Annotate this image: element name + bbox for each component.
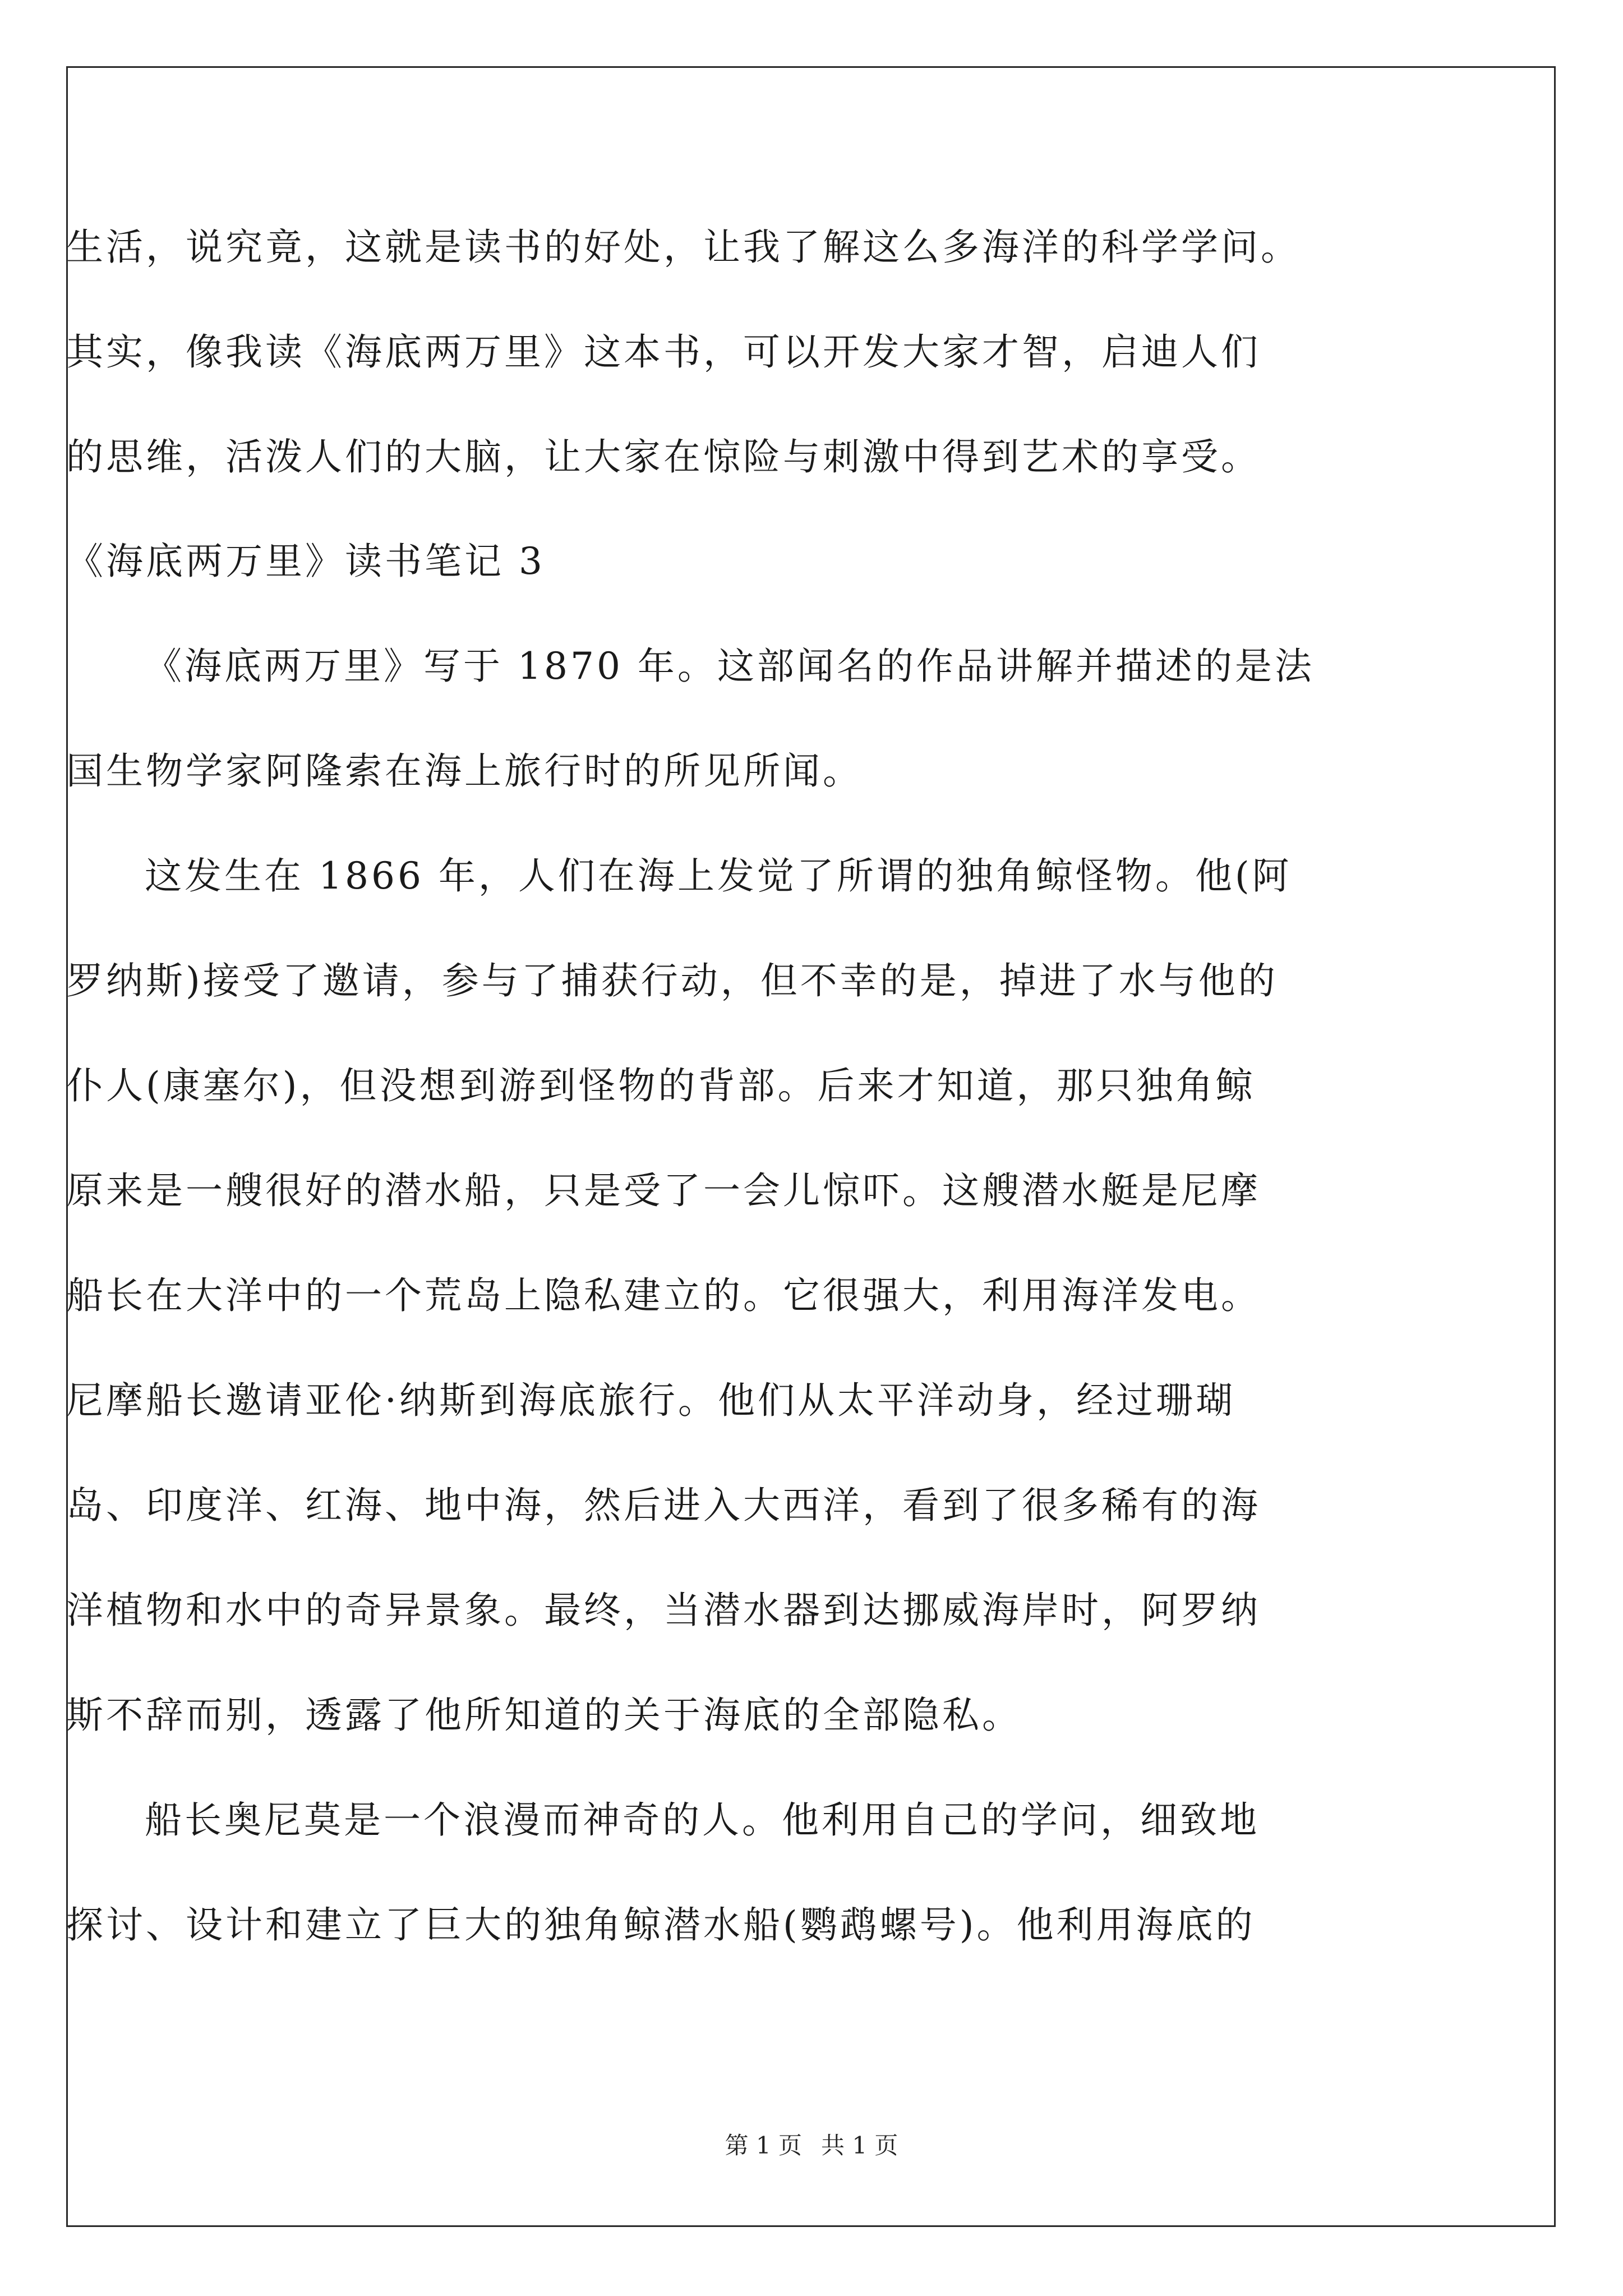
text-line: 国生物学家阿隆索在海上旅行时的所见所闻。 [66,749,863,793]
text-line: 船长在大洋中的一个荒岛上隐私建立的。它很强大，利用海洋发电。 [66,1274,1261,1317]
text-line: 斯不辞而别，透露了他所知道的关于海底的全部隐私。 [66,1694,1022,1737]
text-line: 探讨、设计和建立了巨大的独角鲸潜水船(鹦鹉螺号)。他利用海底的 [66,1903,1256,1947]
text-line: 《海底两万里》写于 1870 年。这部闻名的作品讲解并描述的是法 [145,645,1315,688]
page-total: 共 1 页 [821,2132,898,2159]
section-heading: 《海底两万里》读书笔记 3 [66,540,545,583]
text-line: 船长奥尼莫是一个浪漫而神奇的人。他利用自己的学问，细致地 [145,1798,1260,1842]
text-line: 的思维，活泼人们的大脑，让大家在惊险与刺激中得到艺术的享受。 [66,435,1261,478]
page-footer [0,2129,1623,2162]
text-line: 这发生在 1866 年，人们在海上发觉了所谓的独角鲸怪物。他(阿 [145,854,1292,898]
text-line: 原来是一艘很好的潜水船，只是受了一会儿惊吓。这艘潜水艇是尼摩 [66,1169,1261,1212]
page-number: 第 1 页 [725,2132,802,2159]
text-line: 岛、印度洋、红海、地中海，然后进入大西洋，看到了很多稀有的海 [66,1484,1261,1527]
text-line: 尼摩船长邀请亚伦·纳斯到海底旅行。他们从太平洋动身，经过珊瑚 [66,1379,1235,1422]
text-line: 生活，说究竟，这就是读书的好处，让我了解这么多海洋的科学学问。 [66,226,1301,269]
text-line: 仆人(康塞尔)，但没想到游到怪物的背部。后来才知道，那只独角鲸 [66,1064,1256,1107]
text-line: 罗纳斯)接受了邀请，参与了捕获行动，但不幸的是，掉进了水与他的 [66,959,1278,1002]
text-line: 洋植物和水中的奇异景象。最终，当潜水器到达挪威海岸时，阿罗纳 [66,1589,1261,1632]
text-line: 其实，像我读《海底两万里》这本书，可以开发大家才智，启迪人们 [66,330,1261,374]
